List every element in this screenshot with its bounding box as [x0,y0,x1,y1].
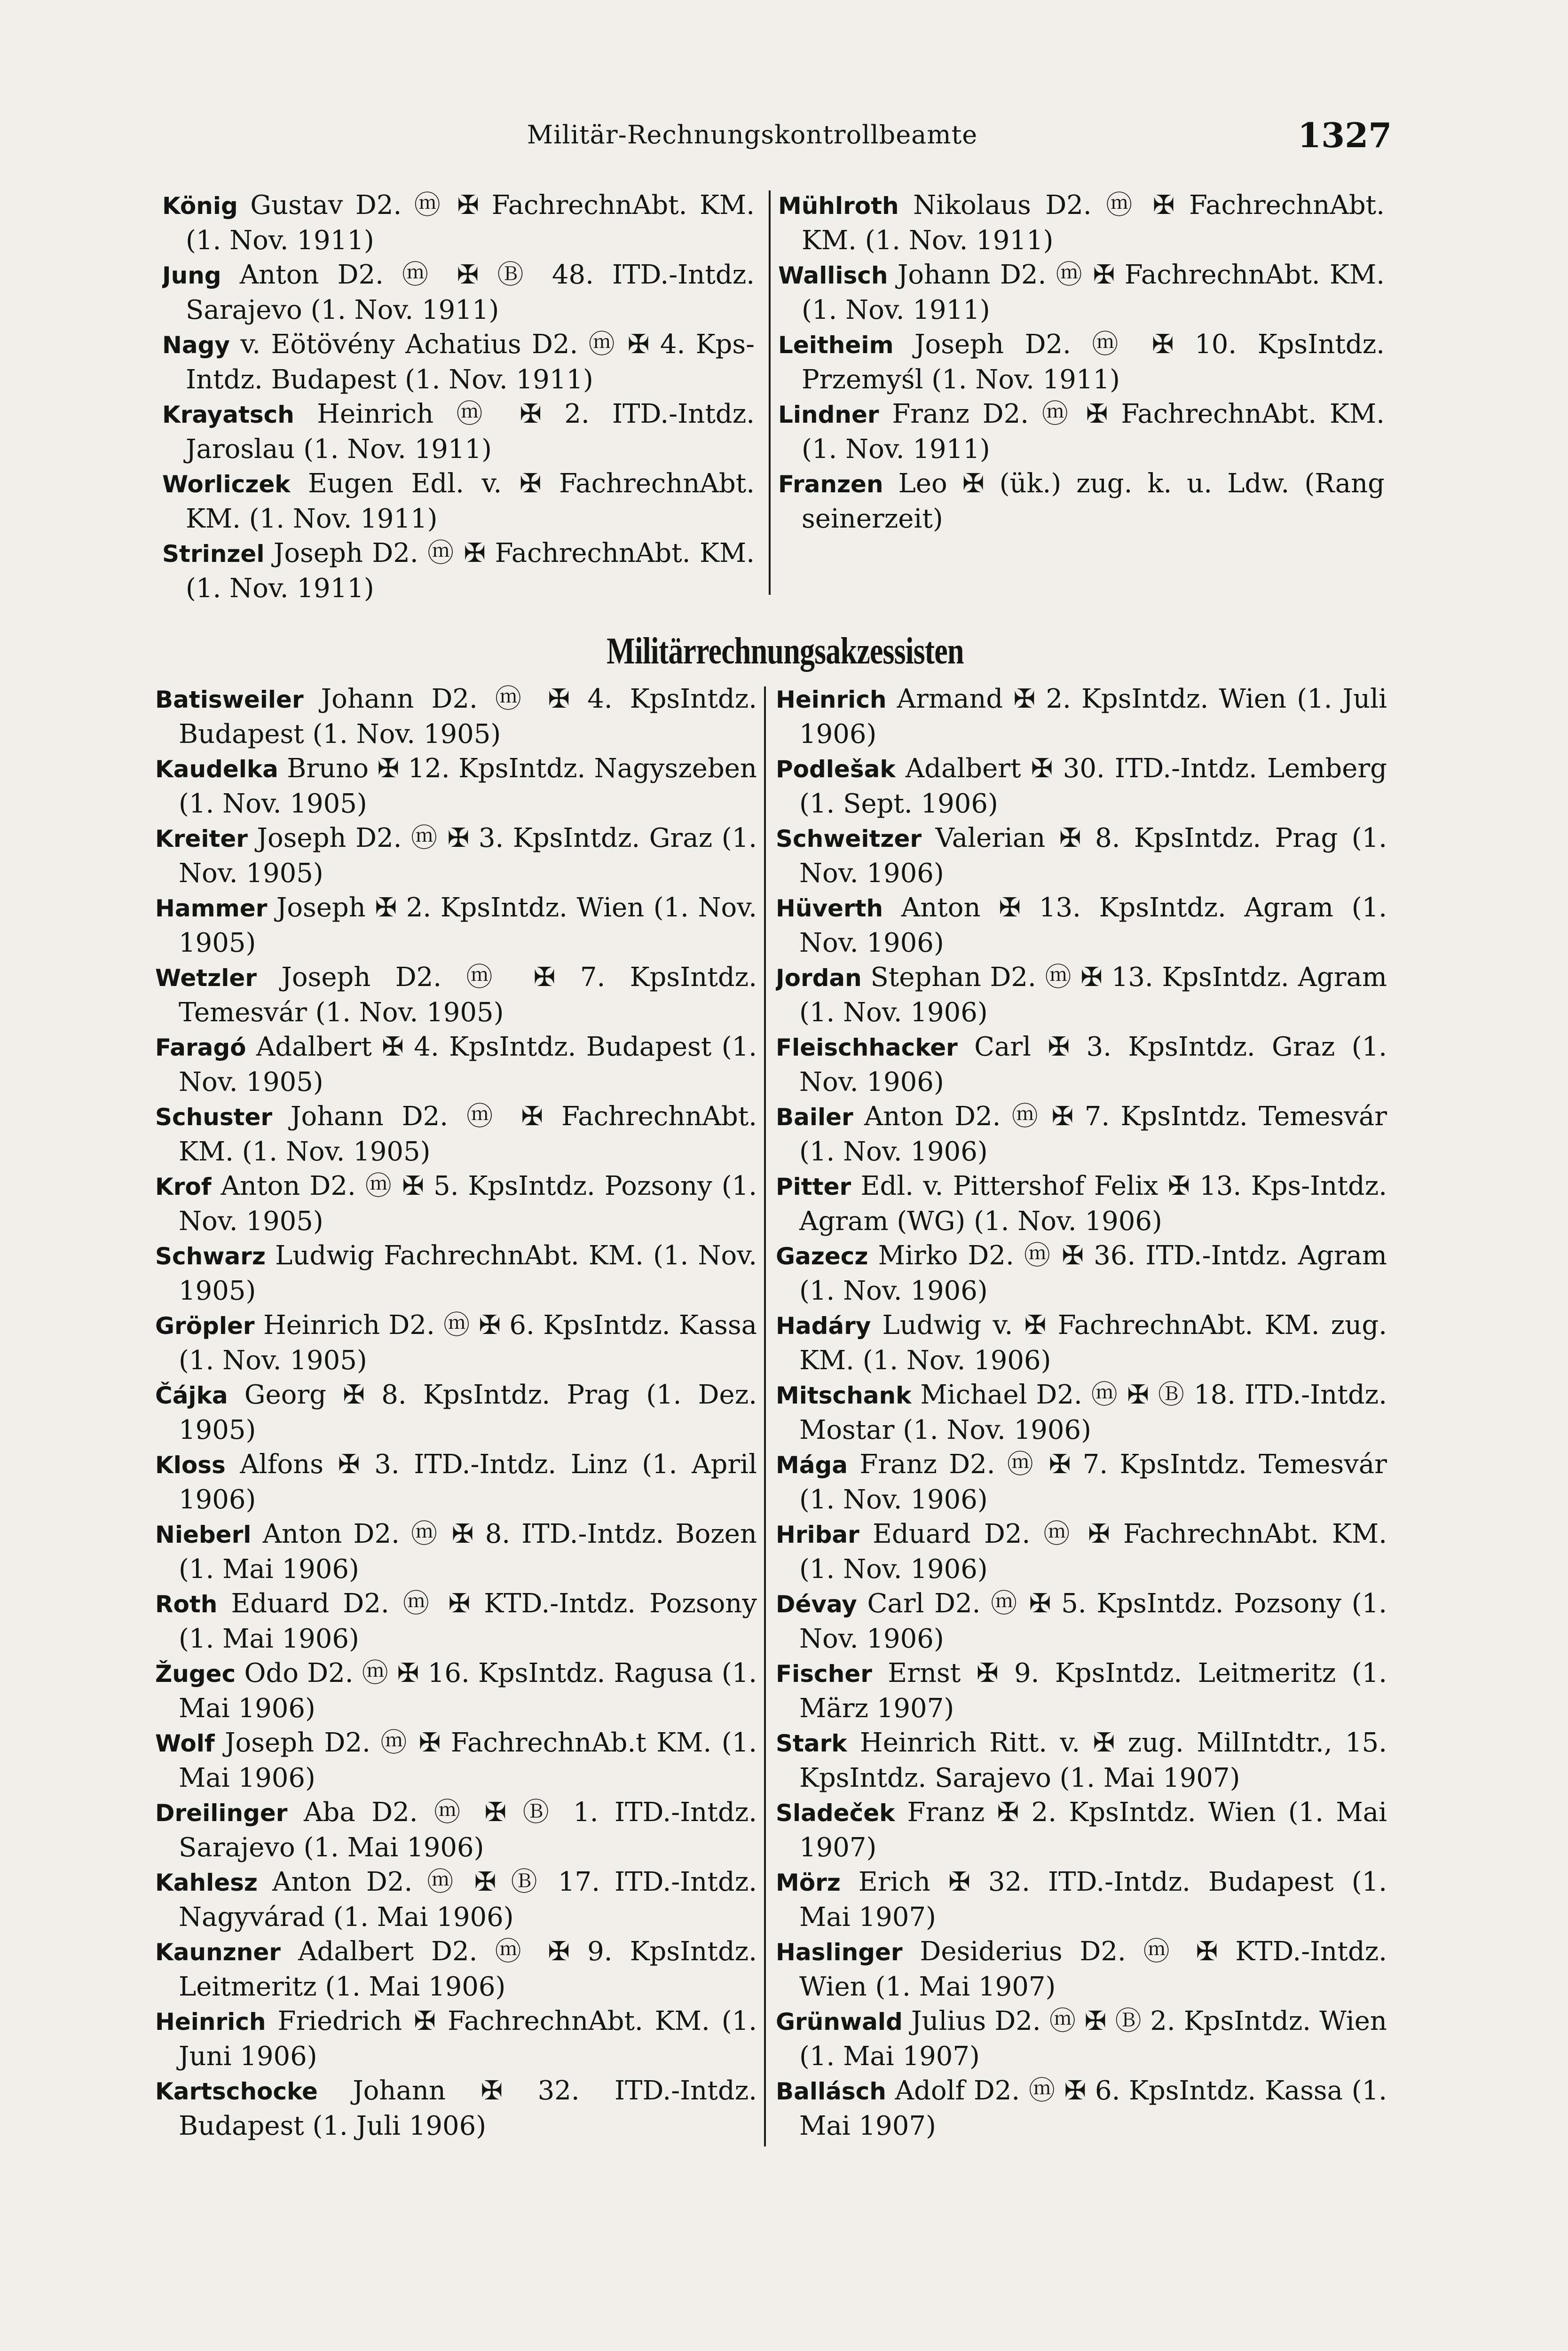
entry-surname: Nagy [162,331,230,359]
list-item [162,536,755,606]
entry-details: Michael D2. ⓜ ✠ Ⓑ 18. ITD.-Intdz. Mostar (1. Nov. 1906) [799,1380,1387,1445]
list-item [776,1586,1387,1656]
list-item [155,1169,757,1239]
entry-details: Eduard D2. ⓜ ✠ FachrechnAbt. KM. (1. Nov. 1906) [799,1519,1387,1585]
entry-details: Erich ✠ 32. ITD.-Intdz. Budapest (1. Mai 1907) [799,1867,1387,1933]
entry-details: Joseph D2. ⓜ ✠ 3. KpsIntdz. Graz (1. Nov. 1905) [179,823,757,889]
list-item [776,1726,1387,1795]
column-divider [769,190,771,595]
entry-surname: Dreilinger [155,1799,288,1827]
list-item [155,1726,757,1795]
entry-surname: Mitschank [776,1382,912,1409]
entry-details: Georg ✠ 8. KpsIntdz. Prag (1. Dez. 1905) [179,1380,757,1445]
list-item [776,1447,1387,1517]
entry-details: Johann D2. ⓜ ✠ 4. KpsIntdz. Budapest (1. Nov. 1905) [179,684,757,749]
entry-details: Adolf D2. ⓜ ✠ 6. KpsIntdz. Kassa (1. Mai 1907) [799,2075,1387,2141]
entry-details: Johann D2. ⓜ ✠ FachrechnAbt. KM. (1. Nov. 1911) [802,260,1385,325]
entry-details: Joseph D2. ⓜ ✠ FachrechnAbt. KM. (1. Nov. 1911) [186,538,755,604]
entry-details: Anton D2. ⓜ ✠ 8. ITD.-Intdz. Bozen (1. Mai 1906) [179,1519,757,1585]
entry-surname: Leitheim [778,331,894,359]
entry-surname: Krof [155,1173,212,1200]
entry-details: Adalbert ✠ 4. KpsIntdz. Budapest (1. Nov. 1905) [179,1032,757,1097]
entry-details: Anton D2. ⓜ ✠ 7. KpsIntdz. Temesvár (1. Nov. 1906) [799,1101,1387,1167]
list-item [776,1934,1387,2004]
entry-surname: Dévay [776,1591,857,1618]
entry-surname: Wolf [155,1730,215,1757]
entry-surname: Worliczek [162,471,291,498]
entry-details: Adalbert D2. ⓜ ✠ 9. KpsIntdz. Leitmeritz (1. Mai 1906) [179,1936,757,2002]
list-item [776,1030,1387,1099]
entry-surname: Kloss [155,1452,226,1479]
entry-surname: Grünwald [776,2008,903,2035]
list-item [162,258,755,327]
entry-details: Joseph D2. ⓜ ✠ 10. KpsIntdz. Przemyśl (1. Nov. 1911) [802,329,1385,395]
list-item [776,1865,1387,1934]
entry-details: Adalbert ✠ 30. ITD.-Intdz. Lemberg (1. Sept. 1906) [799,753,1387,819]
entry-surname: König [162,192,238,220]
entry-surname: Wetzler [155,964,257,992]
list-item [155,1308,757,1378]
entry-surname: Mühlroth [778,192,899,220]
entry-details: Heinrich D2. ⓜ ✠ 6. KpsIntdz. Kassa (1. Nov. 1905) [179,1310,757,1376]
entry-details: Anton D2. ⓜ ✠ 5. KpsIntdz. Pozsony (1. Nov. 1905) [179,1171,757,1237]
list-item [776,891,1387,960]
list-item [155,1656,757,1726]
entry-details: Stephan D2. ⓜ ✠ 13. KpsIntdz. Agram (1. Nov. 1906) [799,962,1387,1028]
entry-surname: Čájka [155,1382,228,1409]
entry-surname: Krayatsch [162,401,294,428]
entry-surname: Schuster [155,1104,273,1131]
entry-details: Franz D2. ⓜ ✠ 7. KpsIntdz. Temesvár (1. Nov. 1906) [799,1449,1387,1515]
column-divider [764,686,766,2146]
list-item [776,1308,1387,1378]
list-item [776,1099,1387,1169]
entry-details: Bruno ✠ 12. KpsIntdz. Nagyszeben (1. Nov. 1905) [179,753,757,819]
page-number: 1327 [1298,115,1392,155]
entry-details: Julius D2. ⓜ ✠ Ⓑ 2. KpsIntdz. Wien (1. Mai 1907) [799,2006,1387,2072]
entry-details: Mirko D2. ⓜ ✠ 36. ITD.-Intdz. Agram (1. Nov. 1906) [799,1240,1387,1306]
entry-surname: Strinzel [162,540,265,568]
entry-details: Eugen Edl. v. ✠ FachrechnAbt. KM. (1. Nov. 1911) [186,468,755,534]
bottom-right-column [776,682,1387,2143]
list-item [155,1865,757,1934]
list-item [162,466,755,536]
entry-surname: Kreiter [155,825,248,852]
entry-surname: Kaunzner [155,1939,281,1966]
entry-surname: Schwarz [155,1243,266,1270]
entry-surname: Franzen [778,471,883,498]
entry-surname: Kartschocke [155,2078,318,2105]
entry-surname: Wallisch [778,262,888,289]
entry-surname: Bailer [776,1104,853,1131]
running-head: Militär-Rechnungskontrollbeamte [527,120,978,150]
list-item [155,1934,757,2004]
list-item [155,682,757,751]
entry-surname: Gazecz [776,1243,868,1270]
entry-details: Valerian ✠ 8. KpsIntdz. Prag (1. Nov. 1906) [799,823,1387,889]
entry-details: Edl. v. Pittershof Felix ✠ 13. Kps-Intdz. Agram (WG) (1. Nov. 1906) [799,1171,1387,1237]
list-item [776,821,1387,891]
list-item [155,2004,757,2074]
entry-details: Ludwig v. ✠ FachrechnAbt. KM. zug. KM. (1. Nov. 1906) [799,1310,1387,1376]
entry-details: Anton ✠ 13. KpsIntdz. Agram (1. Nov. 1906) [799,892,1387,958]
list-item [776,1795,1387,1865]
entry-surname: Podlešak [776,756,896,783]
list-item [778,397,1385,466]
entry-details: Gustav D2. ⓜ ✠ FachrechnAbt. KM. (1. Nov. 1911) [186,190,755,256]
entry-details: Joseph D2. ⓜ ✠ 7. KpsIntdz. Temesvár (1. Nov. 1905) [179,962,757,1028]
entry-surname: Schweitzer [776,825,922,852]
entry-surname: Kaudelka [155,756,278,783]
entry-surname: Roth [155,1591,218,1618]
entry-surname: Pitter [776,1173,851,1200]
list-item [162,327,755,397]
entry-surname: Hadáry [776,1312,871,1340]
entry-details: Franz ✠ 2. KpsIntdz. Wien (1. Mai 1907) [799,1797,1387,1863]
list-item [155,1030,757,1099]
list-item [776,1378,1387,1447]
list-item [155,1447,757,1517]
list-item [776,1517,1387,1586]
top-left-column [162,188,755,606]
entry-details: Armand ✠ 2. KpsIntdz. Wien (1. Juli 1906) [799,684,1387,749]
entry-surname: Faragó [155,1034,246,1061]
entry-surname: Fischer [776,1660,872,1688]
list-item [776,2074,1387,2143]
entry-details: Johann D2. ⓜ ✠ FachrechnAbt. KM. (1. Nov. 1905) [179,1101,757,1167]
entry-surname: Stark [776,1730,847,1757]
entry-surname: Heinrich [776,686,887,713]
entry-surname: Kahlesz [155,1869,258,1896]
list-item [155,891,757,960]
entry-surname: Jordan [776,964,862,992]
entry-details: Ernst ✠ 9. KpsIntdz. Leitmeritz (1. März 1907) [799,1658,1387,1724]
entry-details: Friedrich ✠ FachrechnAbt. KM. (1. Juni 1906) [179,2006,757,2072]
list-item [776,1239,1387,1308]
list-item [778,188,1385,258]
bottom-left-column [155,682,757,2143]
entry-surname: Heinrich [155,2008,266,2035]
entry-details: v. Eötövény Achatius D2. ⓜ ✠ 4. Kps-Intdz. Budapest (1. Nov. 1911) [186,329,755,395]
list-item [155,1239,757,1308]
entry-surname: Mörz [776,1869,841,1896]
list-item [778,258,1385,327]
list-item [155,1586,757,1656]
entry-surname: Jung [162,262,221,289]
entry-surname: Ballásch [776,2078,886,2105]
entry-surname: Lindner [778,401,879,428]
entry-details: Odo D2. ⓜ ✠ 16. KpsIntdz. Ragusa (1. Mai 1906) [179,1658,757,1724]
entry-details: Franz D2. ⓜ ✠ FachrechnAbt. KM. (1. Nov. 1911) [802,399,1385,465]
list-item [776,1169,1387,1239]
list-item [155,2074,757,2143]
list-item [778,466,1385,536]
list-item [776,2004,1387,2074]
entry-details: Anton D2. ⓜ ✠ Ⓑ 48. ITD.-Intdz. Sarajevo (1. Nov. 1911) [186,260,755,325]
list-item [155,1517,757,1586]
entry-surname: Hammer [155,895,268,922]
entry-details: Heinrich Ritt. v. ✠ zug. MilIntdtr., 15. KpsIntdz. Sarajevo (1. Mai 1907) [799,1728,1387,1793]
top-right-column [778,188,1385,536]
entry-details: Alfons ✠ 3. ITD.-Intdz. Linz (1. April 1906) [179,1449,757,1515]
entry-details: Carl ✠ 3. KpsIntdz. Graz (1. Nov. 1906) [799,1032,1387,1097]
list-item [155,821,757,891]
entry-surname: Žugec [155,1660,236,1688]
entry-details: Carl D2. ⓜ ✠ 5. KpsIntdz. Pozsony (1. Nov. 1906) [799,1588,1387,1654]
entry-details: Heinrich ⓜ ✠ 2. ITD.-Intdz. Jaroslau (1. Nov. 1911) [186,399,755,465]
entry-details: Aba D2. ⓜ ✠ Ⓑ 1. ITD.-Intdz. Sarajevo (1. Mai 1906) [179,1797,757,1863]
list-item [776,751,1387,821]
entry-details: Nikolaus D2. ⓜ ✠ FachrechnAbt. KM. (1. Nov. 1911) [802,190,1385,256]
section-heading: Militärrechnungsakzessisten [607,631,964,672]
list-item [155,1795,757,1865]
list-item [155,960,757,1030]
list-item [778,327,1385,397]
entry-details: Joseph D2. ⓜ ✠ FachrechnAb.t KM. (1. Mai 1906) [179,1728,757,1793]
list-item [155,751,757,821]
entry-details: Desiderius D2. ⓜ ✠ KTD.-Intdz. Wien (1. Mai 1907) [799,1936,1387,2002]
entry-details: Anton D2. ⓜ ✠ Ⓑ 17. ITD.-Intdz. Nagyvárad (1. Mai 1906) [179,1867,757,1933]
entry-details: Joseph ✠ 2. KpsIntdz. Wien (1. Nov. 1905) [179,892,757,958]
list-item [162,188,755,258]
list-item [776,682,1387,751]
list-item [162,397,755,466]
list-item [776,960,1387,1030]
entry-surname: Haslinger [776,1939,903,1966]
entry-surname: Gröpler [155,1312,255,1340]
entry-details: Eduard D2. ⓜ ✠ KTD.-Intdz. Pozsony (1. Mai 1906) [179,1588,757,1654]
entry-surname: Hribar [776,1521,859,1548]
list-item [155,1099,757,1169]
list-item [776,1656,1387,1726]
entry-details: Ludwig FachrechnAbt. KM. (1. Nov. 1905) [179,1240,757,1306]
entry-surname: Nieberl [155,1521,252,1548]
entry-surname: Batisweiler [155,686,304,713]
entry-surname: Hüverth [776,895,883,922]
entry-surname: Sladeček [776,1799,895,1827]
entry-details: Leo ✠ (ük.) zug. k. u. Ldw. (Rang seinerzeit) [802,468,1385,534]
list-item [155,1378,757,1447]
entry-details: Johann ✠ 32. ITD.-Intdz. Budapest (1. Juli 1906) [179,2075,757,2141]
entry-surname: Mága [776,1452,848,1479]
entry-surname: Fleischhacker [776,1034,958,1061]
